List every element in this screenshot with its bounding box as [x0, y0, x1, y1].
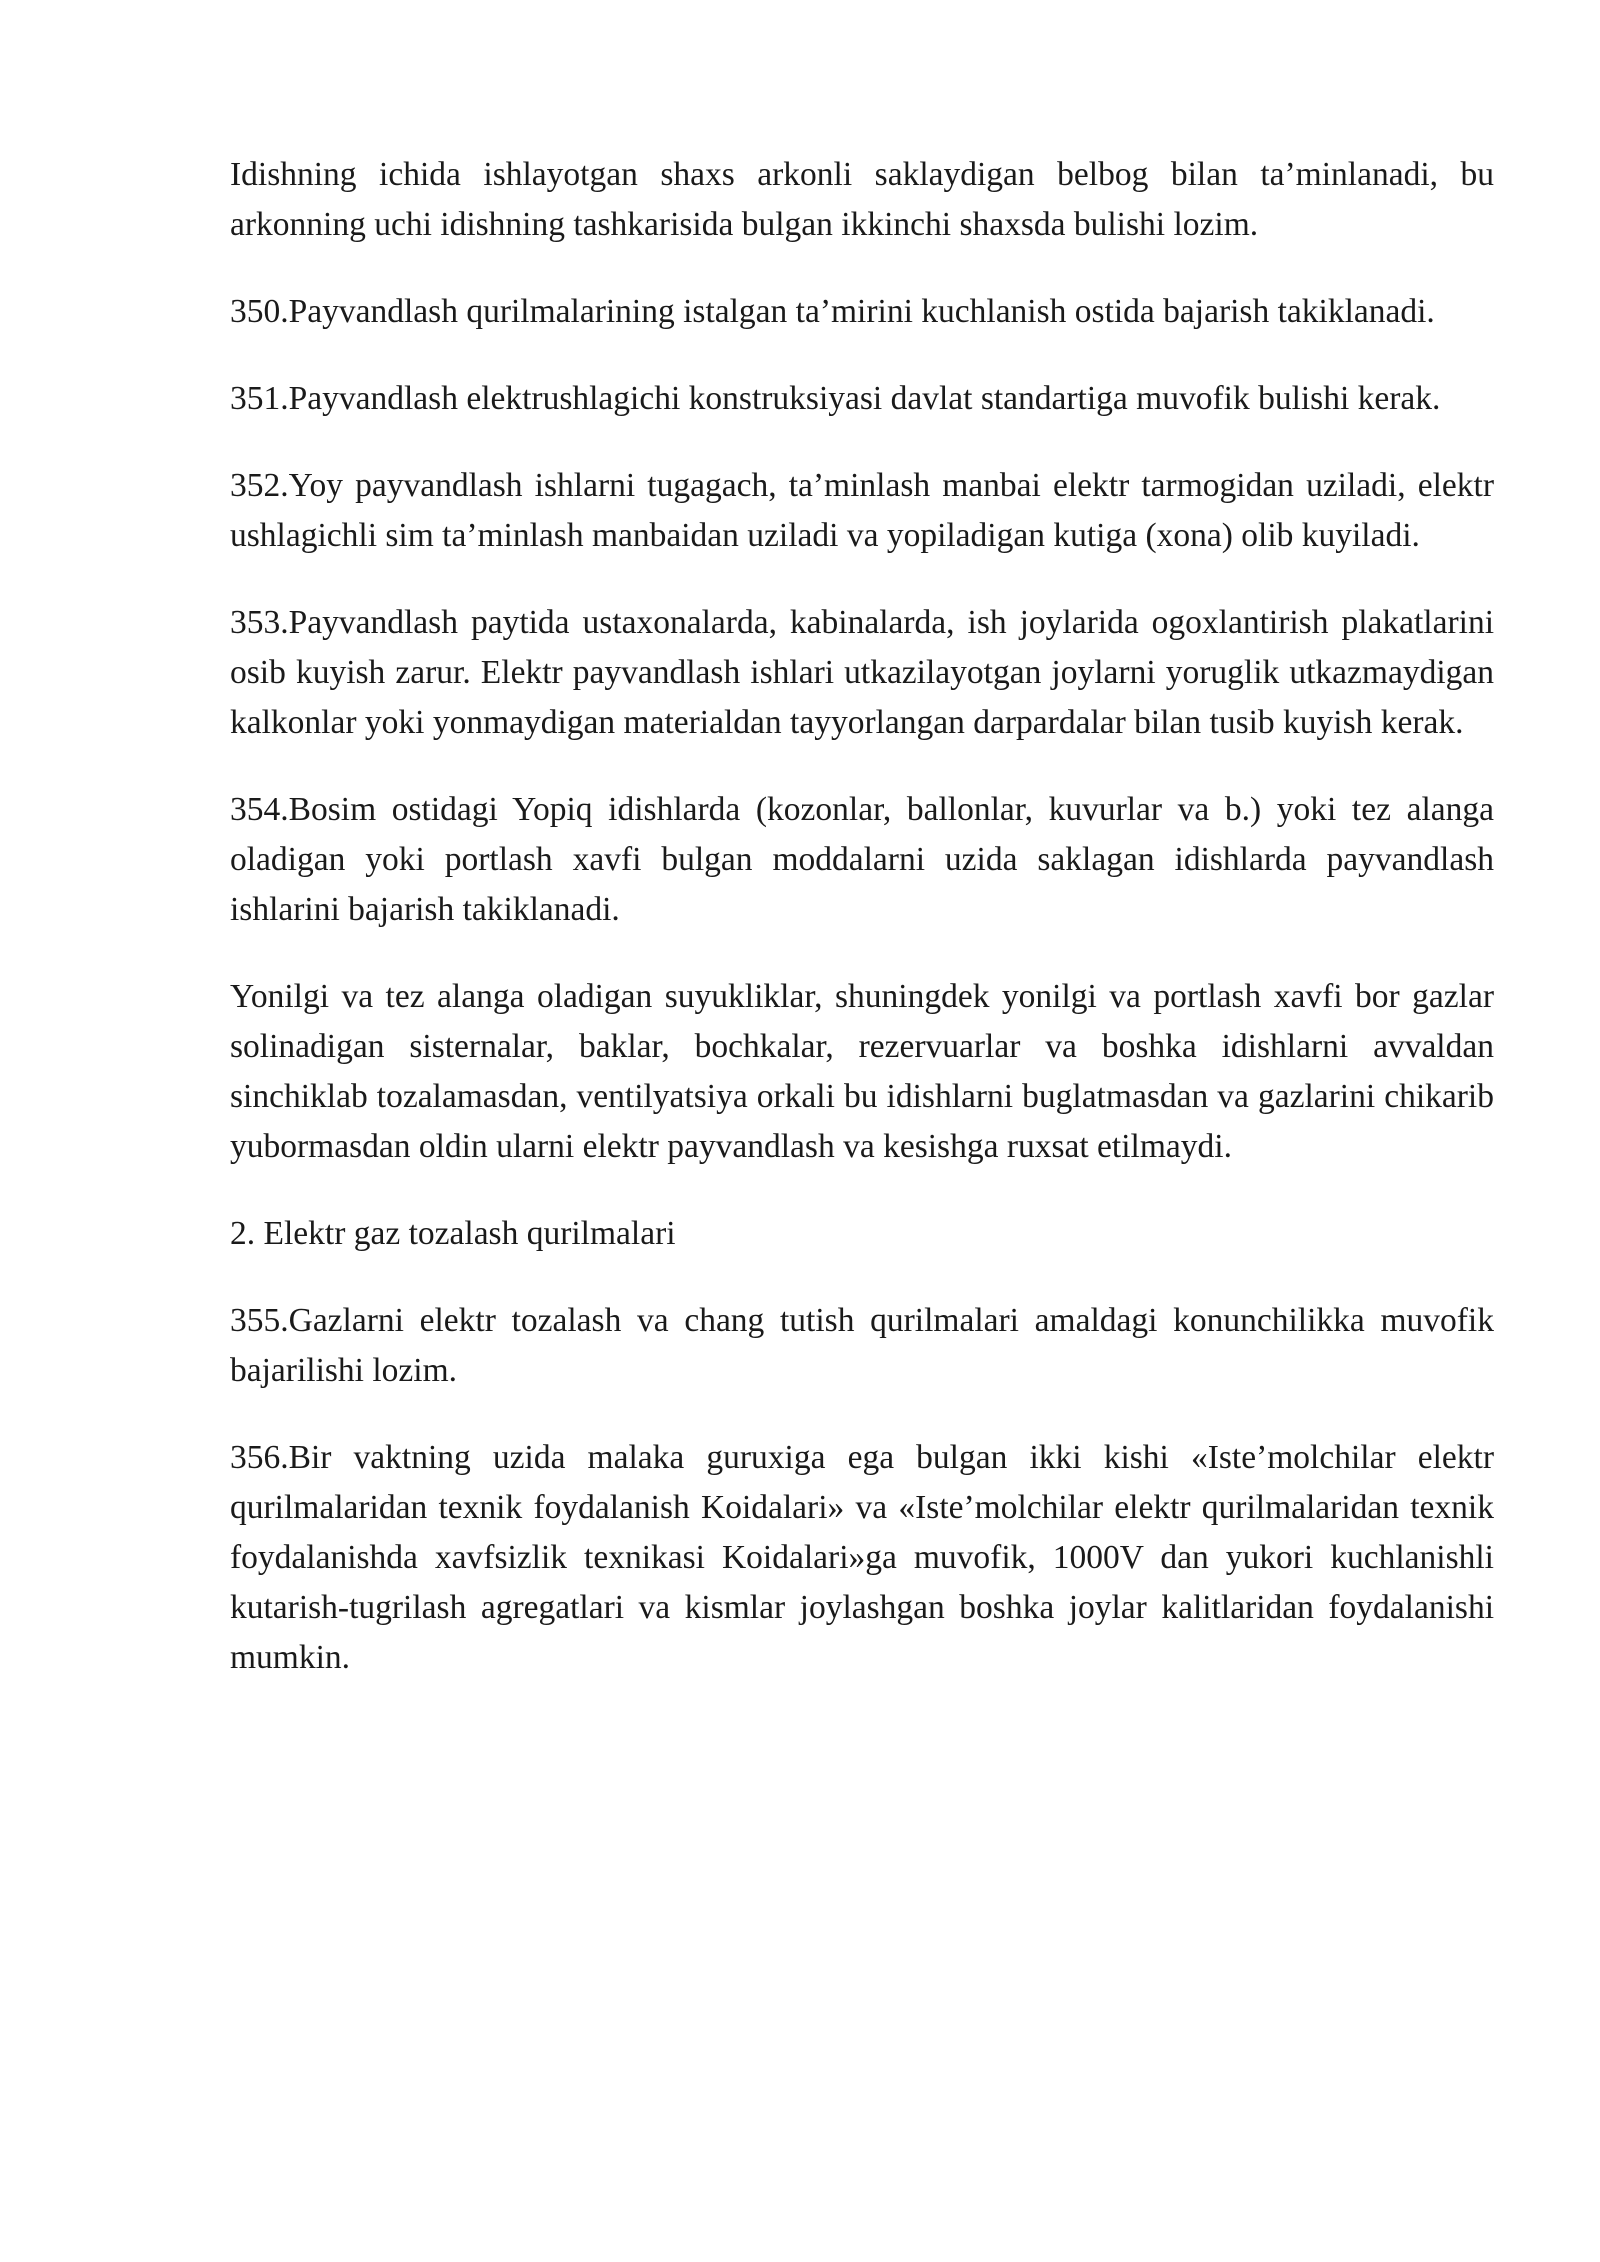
- paragraph-354: 354.Bosim ostidagi Yopiq idishlarda (kozonlar, ballonlar, kuvurlar va b.) yoki tez alanga oladigan yoki portlash xavfi bulgan moddalarni uzida saklagan idishlarda payvandlash ishlarini bajarish takiklanadi.: [230, 791, 1494, 928]
- paragraph-fuel-tanks: Yonilgi va tez alanga oladigan suyukliklar, shuningdek yonilgi va portlash xavfi bor gazlar solinadigan sisternalar, baklar, bochkalar, rezervuarlar va boshka idishlarni avvaldan sinchiklab tozalamasdan, ventilyatsiya orkali bu idishlarni buglatmasdan va gazlarini chikarib yubormasdan oldin ularni elektr payvandlash va kesishga ruxsat etilmaydi.: [230, 978, 1494, 1165]
- section-heading: 2. Elektr gaz tozalash qurilmalari: [230, 1215, 676, 1252]
- paragraph-355: 355.Gazlarni elektr tozalash va chang tutish qurilmalari amaldagi konunchilikka muvofik bajarilishi lozim.: [230, 1302, 1494, 1389]
- paragraph-351: 351.Payvandlash elektrushlagichi konstruksiyasi davlat standartiga muvofik bulishi kerak.: [230, 380, 1441, 417]
- paragraph-safety-belt: Idishning ichida ishlayotgan shaxs arkonli saklaydigan belbog bilan ta’minlanadi, bu arkonning uchi idishning tashkarisida bulgan ikkinchi shaxsda bulishi lozim.: [230, 156, 1494, 243]
- paragraph-356: 356.Bir vaktning uzida malaka guruxiga ega bulgan ikki kishi «Iste’molchilar elektr qurilmalaridan texnik foydalanish Koidalari» va «Iste’molchilar elektr qurilmalaridan texnik foydalanishda xavfsizlik texnikasi Koidalari»ga muvofik, 1000V dan yukori kuchlanishli kutarish-tugrilash agregatlari va kismlar joylashgan boshka joylar kalitlaridan foydalanishi mumkin.: [230, 1439, 1494, 1676]
- paragraph-350: 350.Payvandlash qurilmalarining istalgan ta’mirini kuchlanish ostida bajarish takiklanadi.: [230, 293, 1435, 330]
- paragraph-352: 352.Yoy payvandlash ishlarni tugagach, ta’minlash manbai elektr tarmogidan uziladi, elektr ushlagichli sim ta’minlash manbaidan uziladi va yopiladigan kutiga (xona) olib kuyiladi.: [230, 467, 1494, 554]
- paragraph-353: 353.Payvandlash paytida ustaxonalarda, kabinalarda, ish joylarida ogoxlantirish plakatlarini osib kuyish zarur. Elektr payvandlash ishlari utkazilayotgan joylarni yoruglik utkazmaydigan kalkonlar yoki yonmaydigan materialdan tayyorlangan darpardalar bilan tusib kuyish kerak.: [230, 604, 1494, 741]
- document-page: [230, 150, 1494, 1720]
